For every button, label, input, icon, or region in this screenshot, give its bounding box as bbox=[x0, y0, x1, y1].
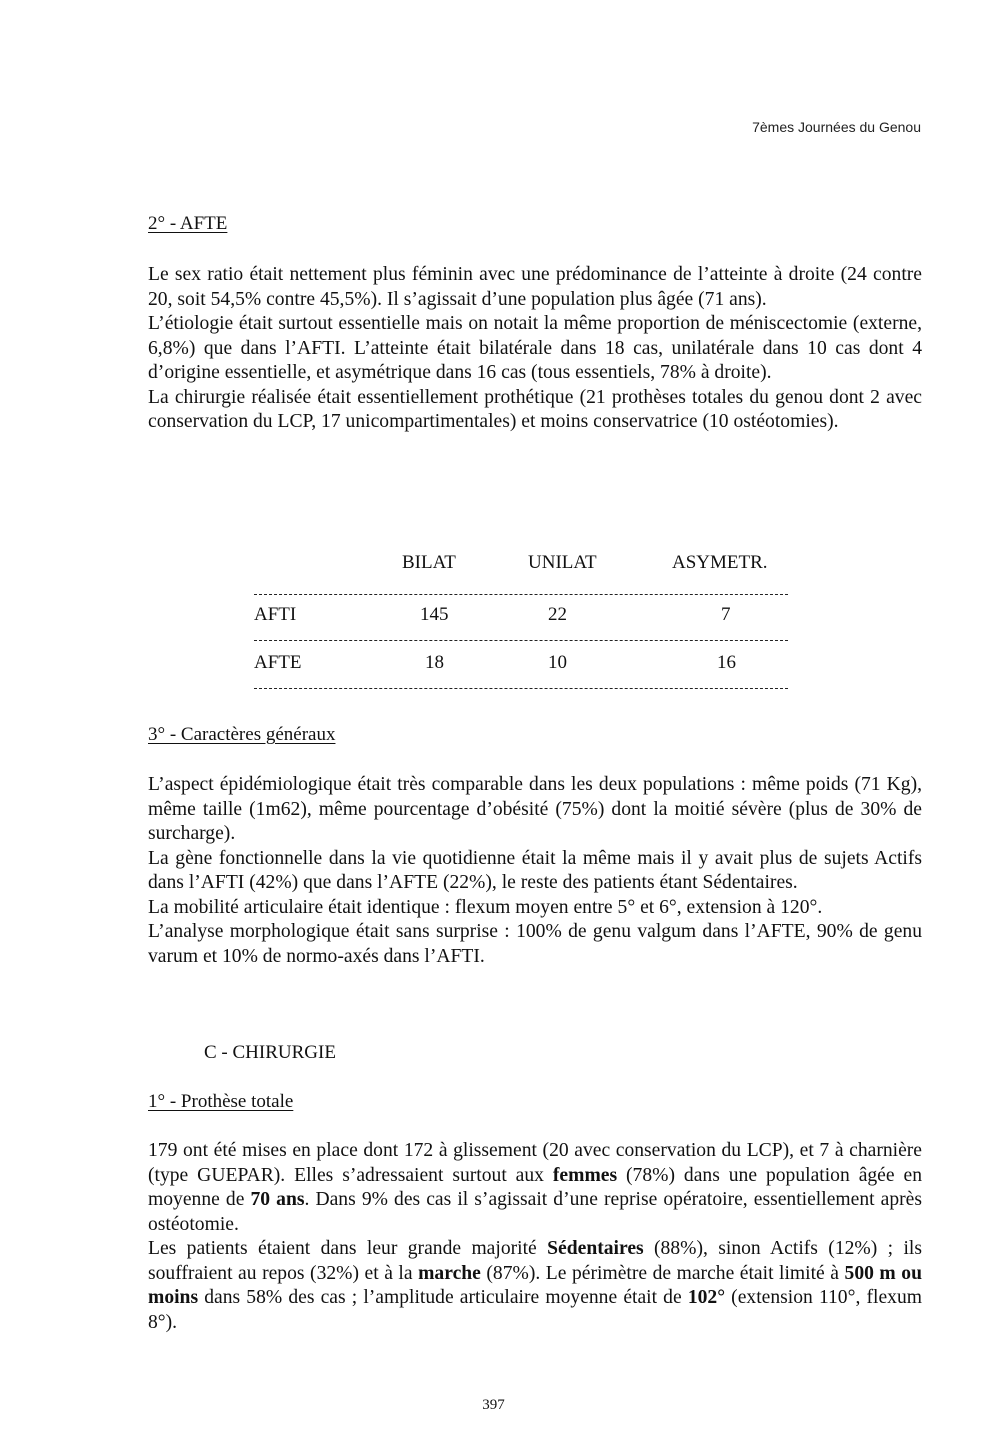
table-cell: 18 bbox=[425, 652, 444, 673]
table-divider bbox=[254, 688, 788, 689]
column-header: ASYMETR. bbox=[672, 552, 768, 573]
afte-text bbox=[148, 263, 922, 435]
table-cell: 10 bbox=[548, 652, 567, 673]
paragraph: 179 ont été mises en place dont 172 à glissement (20 avec conservation du LCP), et 7 à charnière (type GUEPAR). Elles s’adressaient surtout aux femmes (78%) dans une population âgée en moyenne de 70 ans. Dans 9% des cas il s’agissait d’une reprise opératoire, essentiellement après ostéotomie. bbox=[148, 1140, 922, 1235]
paragraph: L’aspect épidémiologique était très comparable dans les deux populations : même poids (71 Kg), même taille (1m62), même pourcentage d’obésité (75%) dont la moitié sévère (plus de 30% de surcharge). bbox=[148, 774, 922, 844]
paragraph: L’analyse morphologique était sans surprise : 100% de genu valgum dans l’AFTE, 90% de genu varum et 10% de normo-axés dans l’AFTI. bbox=[148, 921, 922, 967]
laterality-table bbox=[254, 552, 794, 673]
table-cell: 145 bbox=[420, 604, 449, 625]
row-label: AFTE bbox=[254, 652, 302, 673]
table-cell: 16 bbox=[717, 652, 736, 673]
column-header: UNILAT bbox=[528, 552, 597, 573]
section-heading-chirurgie: C - CHIRURGIE bbox=[204, 1042, 336, 1063]
prothese-text bbox=[148, 1139, 922, 1335]
table-row bbox=[254, 652, 794, 676]
table-divider bbox=[254, 640, 788, 641]
section-heading-caracteres: 3° - Caractères généraux bbox=[148, 724, 336, 745]
table-header-row bbox=[254, 552, 794, 576]
caracteres-text bbox=[148, 773, 922, 969]
paragraph: Le sex ratio était nettement plus féminin avec une prédominance de l’atteinte à droite (24 contre 20, soit 54,5% contre 45,5%). Il s’agissait d’une population plus âgée (71 ans). bbox=[148, 264, 922, 310]
section-heading-afte: 2° - AFTE bbox=[148, 213, 228, 234]
paragraph: La chirurgie réalisée était essentiellement prothétique (21 prothèses totales du genou dont 2 avec conservation du LCP, 17 unicompartimentales) et moins conservatrice (10 ostéotomies). bbox=[148, 386, 922, 432]
table-divider bbox=[254, 594, 788, 595]
table-cell: 7 bbox=[721, 604, 731, 625]
paragraph: Les patients étaient dans leur grande majorité Sédentaires (88%), sinon Actifs (12%) ; ils souffraient au repos (32%) et à la marche (87%). Le périmètre de marche était limité à 500 m ou moins dans 58% des cas ; l’amplitude articulaire moyenne était de 102° (extension 110°, flexum 8°). bbox=[148, 1238, 922, 1333]
table-cell: 22 bbox=[548, 604, 567, 625]
running-header: 7èmes Journées du Genou bbox=[752, 119, 921, 135]
section-heading-prothese: 1° - Prothèse totale bbox=[148, 1091, 294, 1112]
paragraph: La mobilité articulaire était identique : flexum moyen entre 5° et 6°, extension à 120°. bbox=[148, 896, 823, 918]
row-label: AFTI bbox=[254, 604, 297, 625]
paragraph: La gène fonctionnelle dans la vie quotidienne était la même mais il y avait plus de sujets Actifs dans l’AFTI (42%) que dans l’AFTE (22%), le reste des patients étant Sédentaires. bbox=[148, 847, 922, 893]
table-row bbox=[254, 604, 794, 628]
page-number: 397 bbox=[482, 1397, 505, 1413]
column-header: BILAT bbox=[402, 552, 456, 573]
paragraph: L’étiologie était surtout essentielle mais on notait la même proportion de méniscectomie (externe, 6,8%) que dans l’AFTI. L’atteinte était bilatérale dans 18 cas, unilatérale dans 10 cas dont 4 d’origine essentielle, et asymétrique dans 16 cas (tous essentiels, 78% à droite). bbox=[148, 313, 922, 383]
